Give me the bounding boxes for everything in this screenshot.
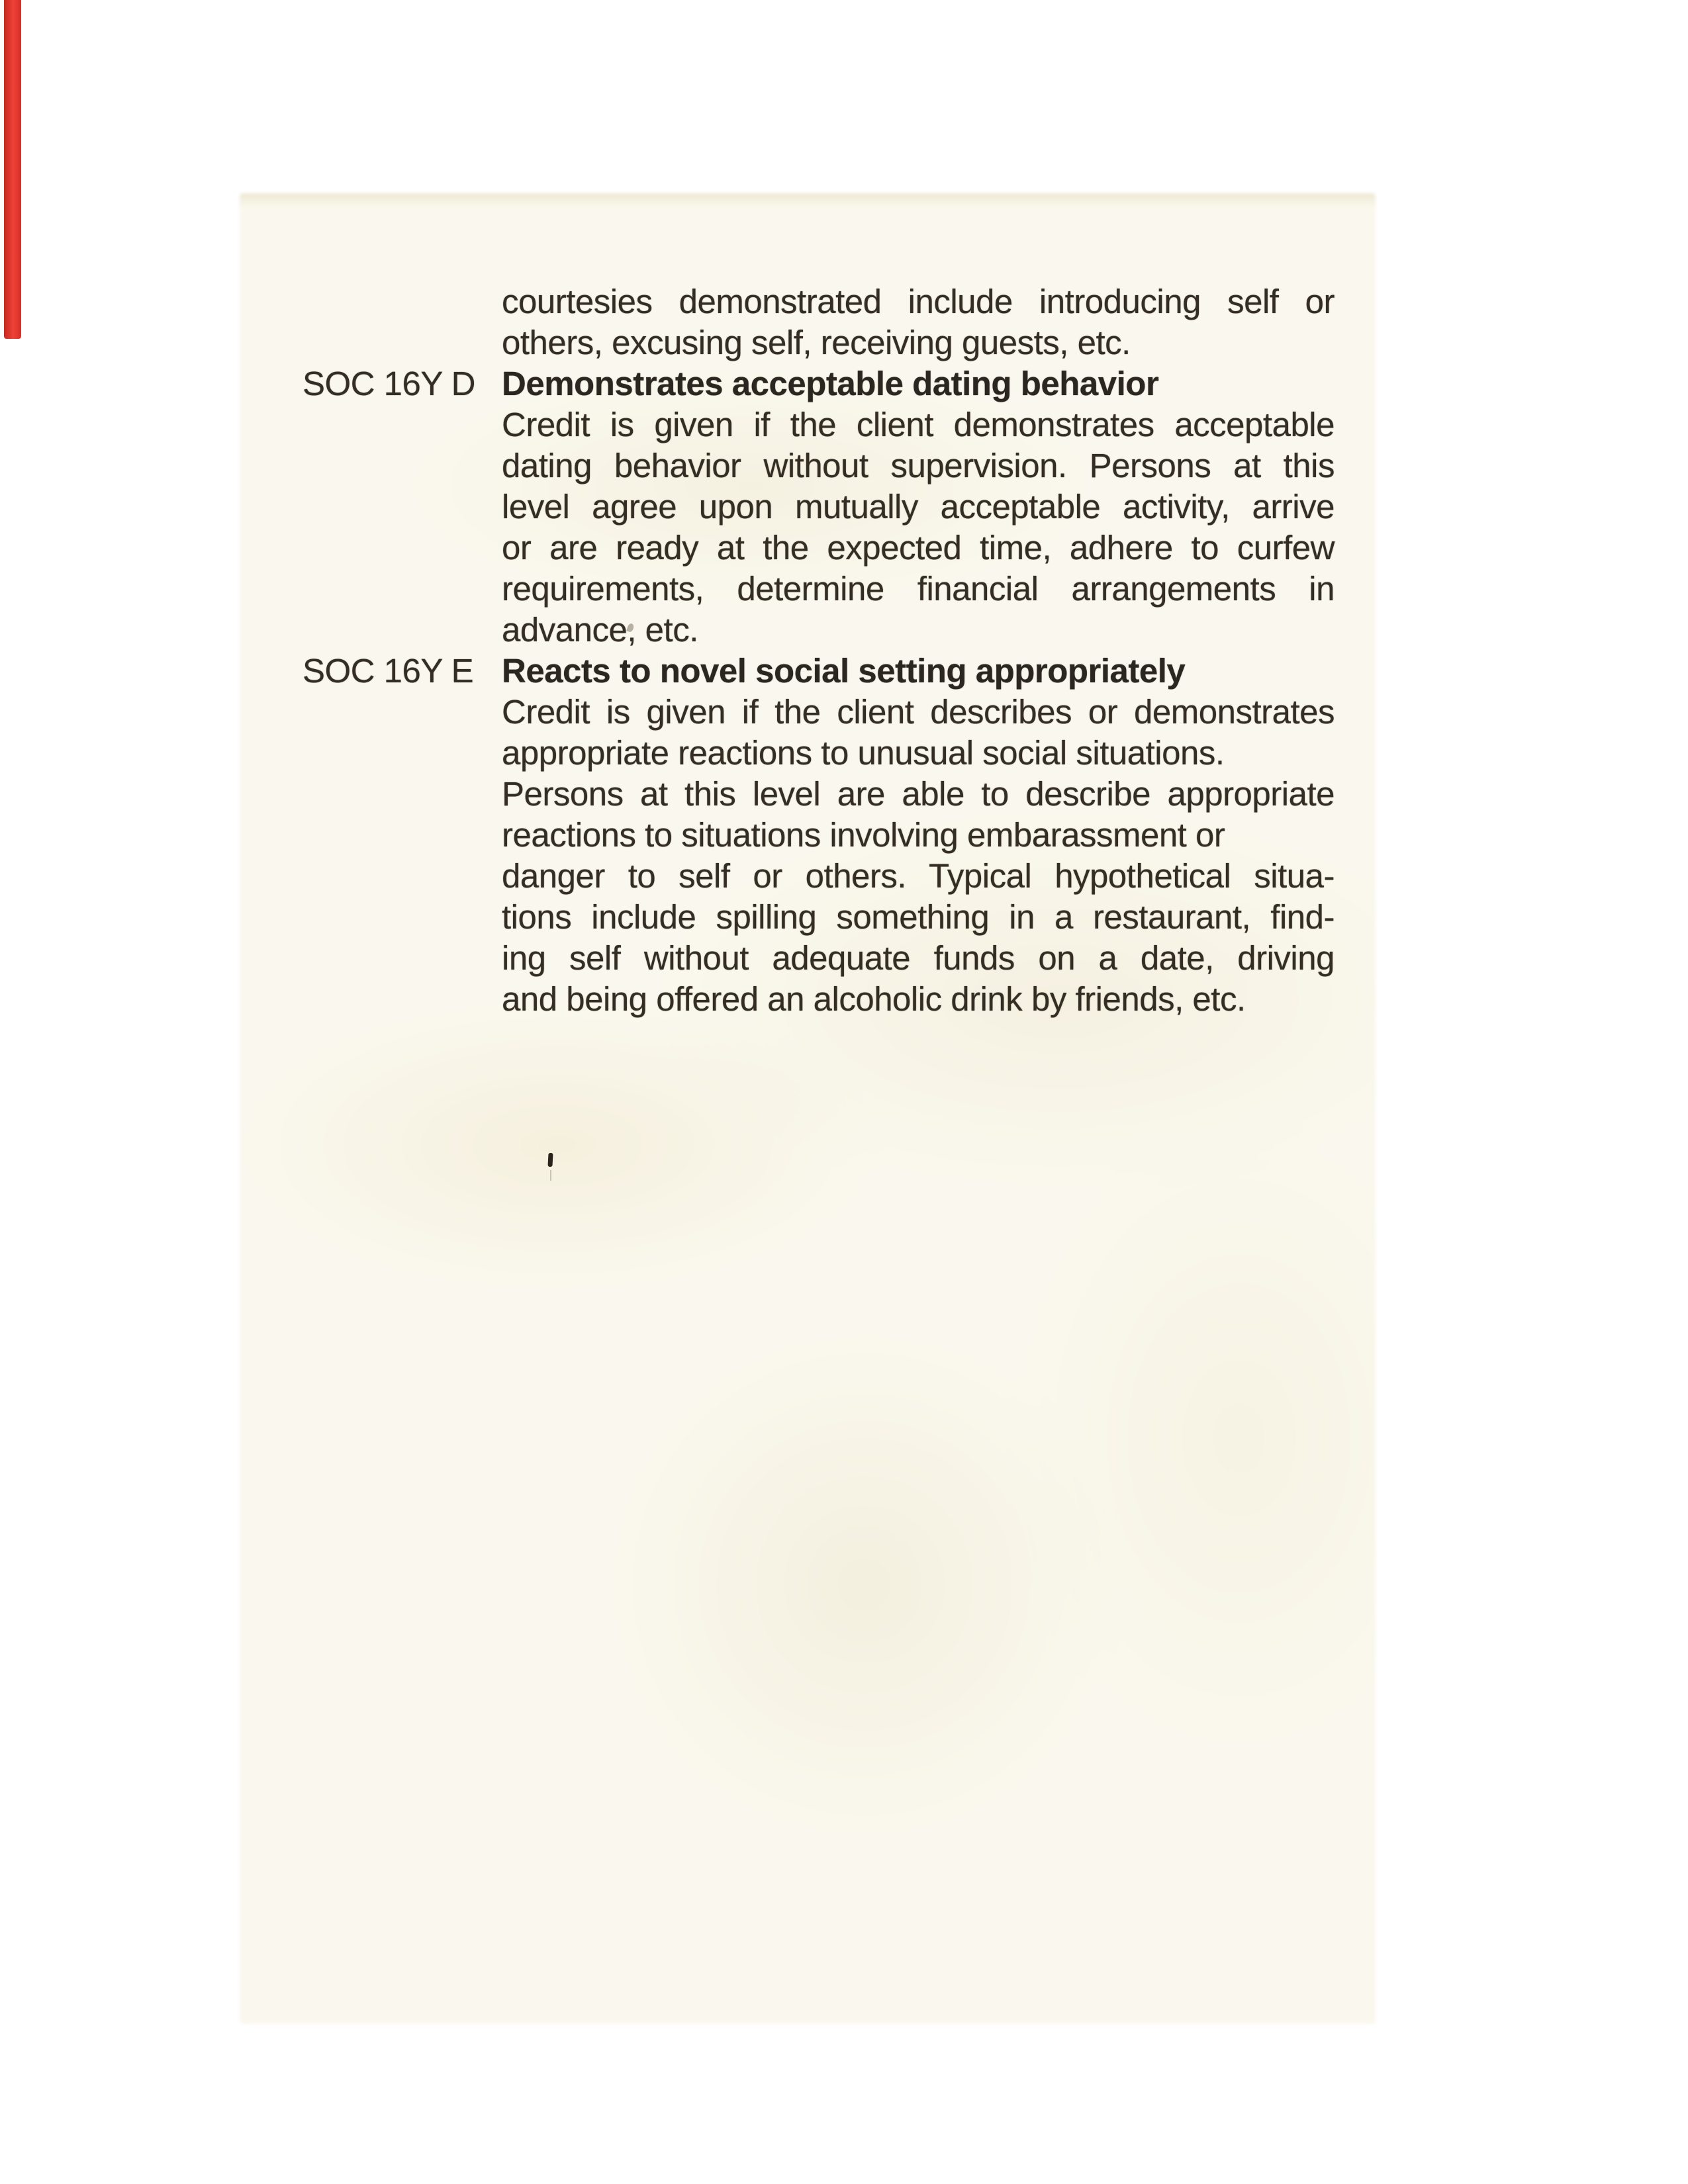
text-line: others, excusing self, receiving guests, etc. xyxy=(502,324,1131,361)
text-line: Credit is given if the client demonstrates acceptable xyxy=(502,406,1335,443)
text-line: Credit is given if the client describes or demonstrates xyxy=(502,693,1335,731)
text-line: Persons at this level are able to describe appropriate xyxy=(502,775,1335,813)
text-line: appropriate reactions to unusual social situations. xyxy=(502,734,1225,772)
text-line: tions include spilling something in a restaurant, find- xyxy=(502,898,1335,936)
section-code-soc-16y-d: SOC 16Y D xyxy=(303,365,476,402)
text-line: courtesies demonstrated include introducing self or xyxy=(502,283,1335,320)
text-line: dating behavior without supervision. Persons at this xyxy=(502,447,1335,484)
stray-ink-mark xyxy=(547,1153,553,1167)
section-heading: Reacts to novel social setting appropriately xyxy=(502,652,1186,690)
section-heading: Demonstrates acceptable dating behavior xyxy=(502,365,1159,402)
text-line: ing self without adequate funds on a date, driving xyxy=(502,939,1335,977)
text-line: or are ready at the expected time, adhere to curfew xyxy=(502,529,1335,567)
text-line: requirements, determine financial arrangements in xyxy=(502,570,1335,608)
text-line: danger to self or others. Typical hypothetical situa- xyxy=(502,857,1335,895)
stray-ink-mark-tail xyxy=(550,1170,551,1181)
text-line: and being offered an alcoholic drink by friends, etc. xyxy=(502,980,1246,1018)
section-code-soc-16y-e: SOC 16Y E xyxy=(303,652,474,690)
text-line: level agree upon mutually acceptable activity, arrive xyxy=(502,488,1335,525)
text-line: reactions to situations involving embarassment or xyxy=(502,816,1225,854)
text-line: advance, etc. xyxy=(502,611,698,649)
red-binding-stripe xyxy=(4,0,21,339)
